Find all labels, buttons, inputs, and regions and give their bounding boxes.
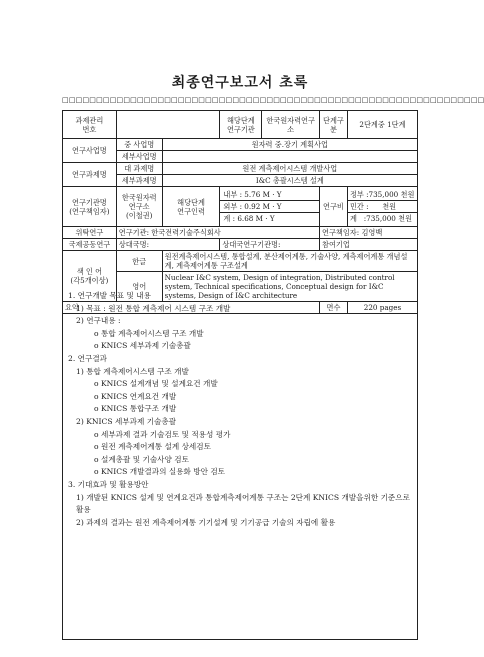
fund-values [347, 187, 417, 227]
english-keywords-label: 영어 [116, 272, 162, 302]
abstract-body [62, 286, 418, 640]
intl-company: 참여기업 [320, 239, 418, 251]
summary-line: o 세부과제 결과 기술검토 및 적용성 평가 [94, 429, 231, 439]
summary-line: 2) 연구내용 : [76, 316, 121, 326]
summary-line: o 설계총괄 및 기술사양 검토 [94, 454, 189, 464]
staff-internal: 내부 : 5.76 M · Y [220, 189, 319, 201]
fund-government: 정부 :735,000 천원 [348, 189, 417, 201]
summary-line: o KNICS 연계요건 개발 [94, 391, 177, 401]
summary-line: 2. 연구결과 [68, 353, 108, 363]
report-title: 최종연구보고서 초록 [171, 75, 309, 91]
sub-program-value [162, 151, 417, 163]
program-label: 연구사업명 [63, 139, 117, 163]
summary-line: o KNICS 개발결과의 실용화 방안 검토 [94, 467, 225, 477]
summary-line: 2) 과제의 결과는 원전 계측제어계통 기기설계 및 기기공급 기술의 자립에 활용 [76, 517, 336, 527]
main-program-label: 중 사업명 [116, 139, 162, 151]
phase-value: 2단계중 1단계 [347, 111, 417, 139]
pages-label: 면수 [320, 302, 348, 314]
korean-keywords-label: 한글 [116, 251, 162, 272]
fund-total: 계 :735,000 천원 [349, 214, 413, 223]
placeholder-boxes: □□□□□□□□□□□□□□□□□□□□□□□□□□□□□□□□□□□□□□□□□□□□□□□□□□□□□□□□□□□□□□ [62, 96, 484, 104]
intl-partner: 상대국명: [116, 239, 220, 251]
fund-private: 민간 : 천원 [348, 201, 417, 213]
summary-line: 1) 통합 계측제어시스템 구조 개발 [76, 366, 189, 376]
abstract-label: 요약 [63, 302, 320, 314]
summary-line: o KNICS 세부과제 기술총괄 [94, 341, 191, 351]
fund-label: 연구비 [320, 187, 348, 227]
staff-values [220, 187, 320, 227]
staff-external: 외부 : 0.92 M · Y [220, 201, 319, 213]
intl-org: 상대국연구기관명: [220, 239, 320, 251]
summary-line: 1) 목표 : 원전 통합 계측제어 시스템 구조 개발 [76, 303, 231, 313]
big-task-value: 원전 계측제어시스템 개발사업 [162, 163, 417, 175]
summary-line: 1) 개발된 KNICS 설계 및 연계요건과 통합계측제어계통 구조는 2단계 KNICS 개발을위한 기준으로 활용 [76, 492, 410, 515]
summary-line: 1. 연구개발 목표 및 내용 [68, 291, 151, 300]
host-value: 한국원자력연구소 [262, 111, 320, 139]
project-no-label: 과제관리 번호 [63, 111, 117, 139]
commission-label: 위탁연구 [63, 227, 117, 239]
commission-head: 연구책임자: 김영백 [320, 227, 418, 239]
org-value: 한국원자력 연구소 (이철권) [116, 187, 162, 227]
keywords-label: 색 인 어 (각5개이상) [63, 251, 117, 302]
summary-line: 3. 기대효과 및 활용방안 [68, 479, 149, 489]
staff-label: 해당단계 연구인력 [162, 187, 220, 227]
summary-line: o 통합 계측제어시스템 구조 개발 [94, 328, 204, 338]
host-label: 해당단계 연구기관 [220, 111, 262, 139]
summary-line: o 원전 계측제어계통 설계 상세검토 [94, 442, 211, 452]
big-task-label: 대 과제명 [116, 163, 162, 175]
report-info-table [62, 110, 418, 314]
summary-line: 2) KNICS 세부과제 기술총괄 [76, 416, 177, 426]
sub-program-label: 세부사업명 [116, 151, 162, 163]
org-label: 연구기관명 (연구책임자) [63, 187, 117, 227]
commission-org: 연구기관: 한국전력기술주식회사 [116, 227, 319, 239]
staff-total: 계 : 6.68 M · Y [223, 214, 275, 223]
intl-label: 국제공동연구 [63, 239, 117, 251]
detail-task-label: 세부과제명 [116, 175, 162, 187]
korean-keywords: 원전계측제어시스템, 통합설계, 분산제어계통, 기술사양, 계측제어계통 개념설계, 계측제어계통 구조설계 [162, 251, 417, 272]
task-label: 연구과제명 [63, 163, 117, 187]
pages-value: 220 pages [347, 302, 417, 314]
phase-label: 단계구분 [320, 111, 348, 139]
english-keywords: Nuclear I&C system, Design of integration, Distributed control system, Technical specifications, Conceptual design for I&C systems, Design of I&C architecture [162, 272, 417, 302]
summary-line: o KNICS 설계개념 및 설계요건 개발 [94, 379, 218, 389]
detail-task-value: I&C 총괄시스템 설계 [162, 175, 417, 187]
summary-line: o KNICS 통합구조 개발 [94, 404, 177, 414]
main-program-value: 원자력 중.장기 계획사업 [162, 139, 417, 151]
